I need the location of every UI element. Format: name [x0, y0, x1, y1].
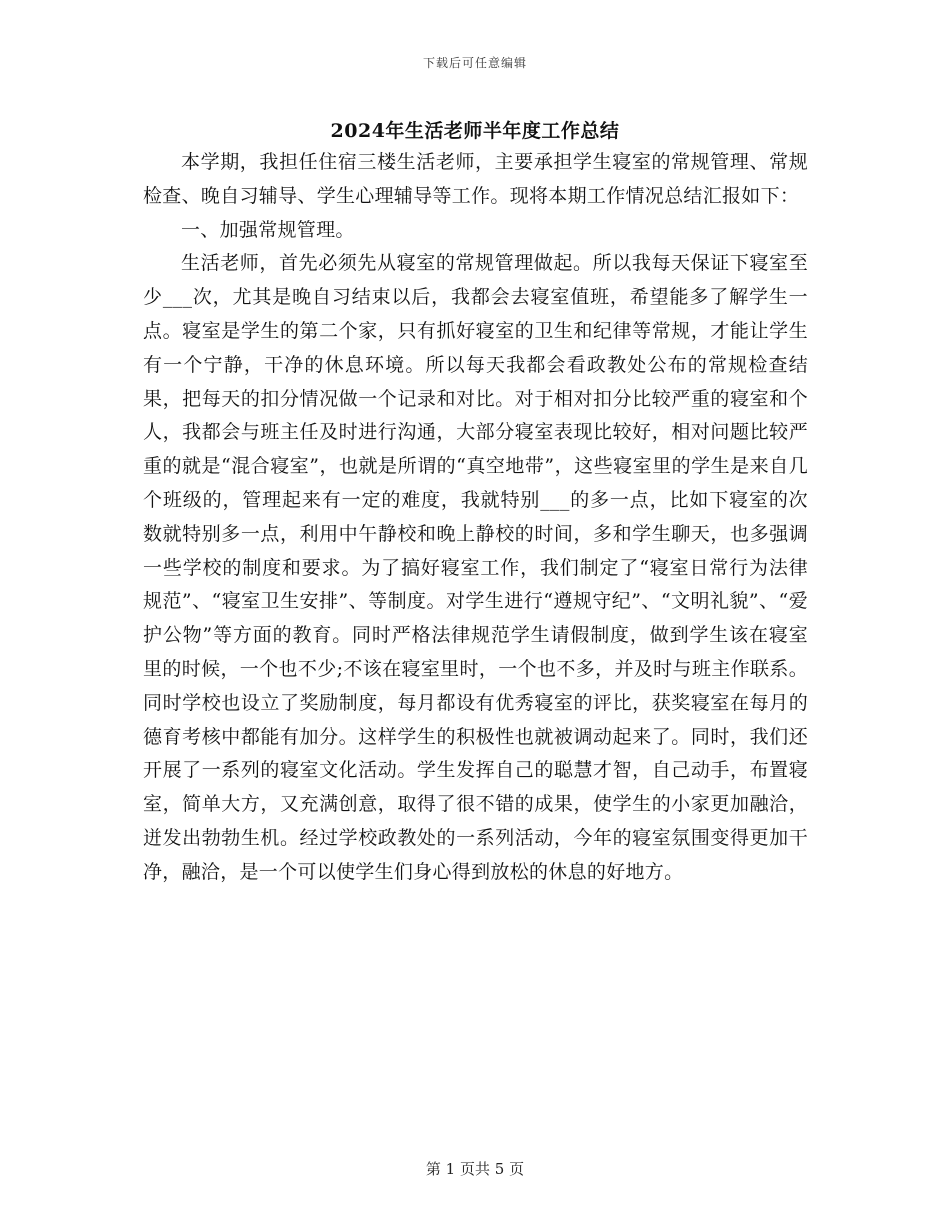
document-body: [143, 146, 808, 890]
document-title: 2024年生活老师半年度工作总结: [330, 120, 620, 142]
page-number-footer: 第 1 页共 5 页: [425, 1160, 525, 1178]
section-heading: 一、加强常规管理。: [181, 218, 355, 241]
page-header-note: 下载后可任意编辑: [422, 56, 527, 70]
intro-paragraph: 本学期，我担任住宿三楼生活老师，主要承担学生寝室的常规管理、常规检查、晚自习辅导、学生心理辅导等工作。现将本期工作情况总结汇报如下：: [143, 151, 808, 207]
body-paragraph: 生活老师，首先必须先从寝室的常规管理做起。所以我每天保证下寝室至少___次，尤其是晚自习结束以后，我都会去寝室值班，希望能多了解学生一点。寝室是学生的第二个家，只有抓好寝室的卫生和纪律等常规，才能让学生有一个宁静，干净的休息环境。所以每天我都会看政教处公布的常规检查结果，把每天的扣分情况做一个记录和对比。对于相对扣分比较严重的寝室和个人，我都会与班主任及时进行沟通，大部分寝室表现比较好，相对问题比较严重的就是“混合寝室”，也就是所谓的“真空地带”，这些寝室里的学生是来自几个班级的，管理起来有一定的难度，我就特别___的多一点，比如下寝室的次数就特别多一点，利用中午静校和晚上静校的时间，多和学生聊天，也多强调一些学校的制度和要求。为了搞好寝室工作，我们制定了“寝室日常行为法律规范”、“寝室卫生安排”、等制度。对学生进行“遵规守纪”、“文明礼貌”、“爱护公物”等方面的教育。同时严格法律规范学生请假制度，做到学生该在寝室里的时候，一个也不少;不该在寝室里时，一个也不多，并及时与班主作联系。同时学校也设立了奖励制度，每月都设有优秀寝室的评比，获奖寝室在每月的德育考核中都能有加分。这样学生的积极性也就被调动起来了。同时，我们还开展了一系列的寝室文化活动。学生发挥自己的聪慧才智，自己动手，布置寝室，简单大方，又充满创意，取得了很不错的成果，使学生的小家更加融洽，迸发出勃勃生机。经过学校政教处的一系列活动，今年的寝室氛围变得更加干净，融洽，是一个可以使学生们身心得到放松的休息的好地方。: [143, 252, 808, 883]
